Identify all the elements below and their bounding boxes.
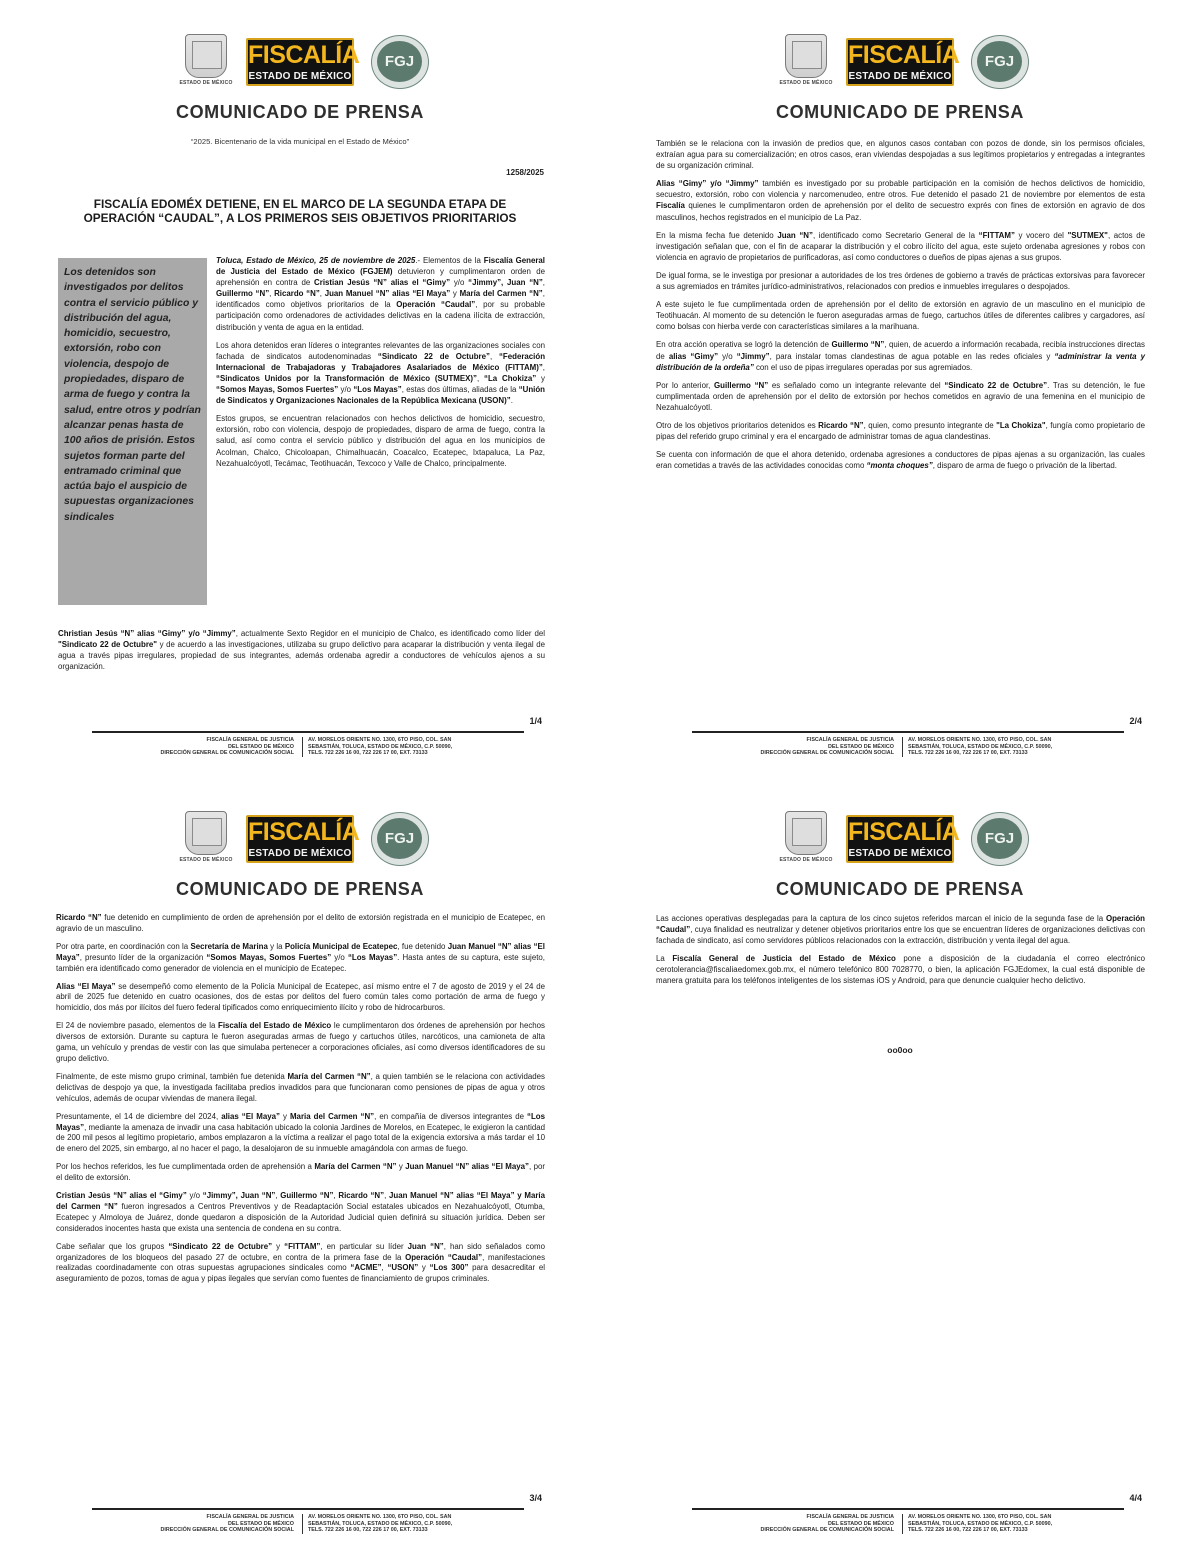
text-run: , — [542, 278, 545, 288]
fgj-logo-text: FGJ — [977, 41, 1022, 82]
paragraph — [656, 230, 1145, 263]
text-run: para desacreditar el aseguramiento de pozos, tomas de agua y pipas ilegales que servían como fuentes de financiamiento de grupos criminales. — [56, 1263, 545, 1284]
comunicado-title: COMUNICADO DE PRENSA — [775, 102, 1024, 122]
footer-line: DIRECCIÓN GENERAL DE COMUNICACIÓN SOCIAL — [160, 750, 294, 757]
emphasis-text: Guillermo “N” — [280, 1191, 334, 1201]
footer-line: SEBASTIÁN, TOLUCA, ESTADO DE MÉXICO, C.P. 50090, — [308, 1520, 453, 1527]
emphasis-text: Juan Manuel “N” alias “El Maya” — [405, 1162, 529, 1172]
fiscalia-logo-subtext: ESTADO DE MÉXICO — [848, 71, 952, 82]
paragraph — [56, 1242, 545, 1286]
state-seal-icon — [175, 34, 237, 90]
state-seal-icon — [175, 811, 237, 867]
emphasis-text: Ricardo “N” — [56, 913, 102, 922]
text-run: y — [418, 1263, 430, 1273]
paragraph — [656, 449, 1145, 471]
body-full-width — [58, 628, 545, 679]
emphasis-text: Alias “El Maya” — [56, 981, 116, 991]
emphasis-text: “ACME” — [350, 1263, 382, 1273]
emphasis-text: alias “Gimy” — [668, 351, 719, 361]
page-number: 4/4 — [1129, 1493, 1142, 1503]
summary-box: Los detenidos son investigados por delitos contra el servicio público y distribución del agua, homicidio, secuestro, extorsión, robo con violencia, despojo de propiedades, disparo de arma de fuego y contra la salud, entre otros y podrían alcanzar penas hasta de 100 años de prisión. Estos sujetos forman parte del entramado criminal que actúa bajo el auspicio de supuestas organizaciones sindicales — [58, 258, 207, 605]
text-run: Por lo anterior, — [656, 380, 715, 390]
comunicado-title: COMUNICADO DE PRENSA — [175, 102, 424, 122]
seal-caption: ESTADO DE MÉXICO — [179, 857, 233, 863]
closing-ornament: oo0oo — [887, 1045, 913, 1055]
footer-line: FISCALÍA GENERAL DE JUSTICIA — [206, 1514, 294, 1520]
text-run: , actualmente Sexto Regidor en el municipio de Chalco, es identificado como líder del — [235, 629, 545, 638]
text-run: y de acuerdo a las investigaciones, utilizaba su grupo delictivo para acaparar la distribución y venta ilegal de agua a través pipas irregulares, propiedad de sus integrantes, además ordenaba agredir a conductores de vehículos ajenos a su organización. — [58, 640, 546, 672]
emphasis-text: “La Chokiza” — [484, 373, 537, 383]
emphasis-text: Secretaría de Marina — [190, 941, 268, 951]
footer-line: AV. MORELOS ORIENTE NO. 1300, 6TO PISO, COL. SAN — [308, 1514, 452, 1520]
footer-line: TELS. 722 226 16 00, 722 226 17 00, EXT. 73133 — [908, 750, 1028, 757]
emphasis-text: Alias “Gimy” y/o “Jimmy” — [656, 179, 759, 189]
emphasis-text: "SUTMEX" — [1067, 230, 1108, 240]
fiscalia-logo-subtext: ESTADO DE MÉXICO — [248, 848, 352, 859]
footer-line: FISCALÍA GENERAL DE JUSTICIA — [206, 737, 294, 743]
text-run: pone a disposición de la ciudadanía el correo electrónico cerotolerancia@fiscaliaedomex.gob.mx, el número telefónico 800 7028770, o bien, la aplicación FGJEdomex, la cual está disponible de manera gratuita para los teléfonos inteligentes de los sistemas iOS y Android, para que denuncie cualquier hecho delictivo. — [656, 954, 1145, 986]
emphasis-text: “Los Mayas” — [353, 385, 402, 395]
emphasis-text: “Unión de Sindicatos y Organizaciones Nacionales de la República Mexicana (USON)” — [216, 385, 545, 406]
text-run: Otro de los objetivos prioritarios detenidos es — [656, 420, 819, 430]
text-run: , por su probable participación como ordenadores de actividades delictivas en la cadena ilícita de extracción, distribución y venta de agua en la entidad. — [216, 300, 545, 332]
emphasis-text: Fiscalía — [656, 201, 685, 211]
text-run: y — [536, 373, 546, 383]
header-logos — [175, 811, 435, 867]
footer-line: DIRECCIÓN GENERAL DE COMUNICACIÓN SOCIAL — [160, 1527, 294, 1534]
paragraph — [216, 255, 545, 333]
emphasis-text: Juan Manuel “N” alias “El Maya” — [56, 941, 545, 962]
text-run: le cumplimentaron dos órdenes de aprehensión por hechos diversos de extorsión. Durante su captura le fueron aseguradas armas de fuego y cartuchos útiles, narcóticos, una camioneta de alta gama, un vehículo y prendas de vestir con las que simulaba pertenecer a corporaciones oficiales, así como diversos identificadores de su grupo delictivo. — [56, 1021, 545, 1063]
emphasis-text: “Sindicato 22 de Octubre” — [377, 351, 490, 361]
header-logos — [775, 34, 1035, 90]
coat-of-arms-icon — [185, 34, 227, 78]
emphasis-text: Policía Municipal de Ecatepec — [284, 941, 398, 951]
emphasis-text: “Sindicatos Unidos por la Transformación de México (SUTMEX)” — [216, 373, 477, 383]
text-run: Los ahora detenidos eran líderes o integrantes relevantes de las organizaciones sociales con fachada de sindicatos autodenominadas — [216, 340, 545, 361]
text-run: , — [269, 289, 275, 299]
text-run: y — [272, 1241, 285, 1251]
text-run: , — [542, 362, 545, 372]
text-run: , fue detenido — [397, 941, 448, 951]
footer-institution — [692, 737, 898, 757]
text-run: y — [450, 289, 460, 299]
text-run: Estos grupos, se encuentran relacionados con hechos delictivos de homicidio, secuestro, extorsión, robo con violencia, despojo de propiedades, disparo de arma de fuego, contra la salud, así como contra el servicio público y distribución del agua en los municipios de Acolman, Chalco, Chicoloapan, Chimalhuacán, Coacalco, Ecatepec, Ixtapaluca, La Paz, Nezahualcóyotl, Tecámac, Teotihuacán, Texcoco y Valle de Chalco, principalmente. — [216, 414, 545, 468]
text-run: fueron ingresados a Centros Preventivos y de Readaptación Social estatales ubicados en Nezahualcóyotl, Otumba, Ecatepec y Almoloya de Juárez, donde quedaron a disposición de la Autoridad Judicial quien definirá su situación jurídica. Deben ser considerados inocentes hasta que exista una sentencia de condena en su contra. — [56, 1201, 545, 1233]
footer-rule — [92, 1508, 524, 1510]
emphasis-text: Ricardo “N” — [338, 1191, 385, 1201]
text-run: , quien, como presunto integrante de — [863, 420, 997, 430]
emphasis-text: “Sindicato 22 de Octubre” — [168, 1241, 273, 1251]
emphasis-text: “Los 300” — [429, 1263, 469, 1273]
text-run: Por otra parte, en coordinación con la — [56, 941, 191, 951]
footer-rule — [692, 1508, 1124, 1510]
emphasis-text: María del Carmen “N” — [314, 1162, 397, 1172]
text-run: y — [279, 1111, 290, 1121]
page-2 — [600, 0, 1200, 776]
page-number: 3/4 — [529, 1493, 542, 1503]
text-run: En otra acción operativa se logró la detención de — [656, 340, 832, 350]
emphasis-text: “administrar la venta y distribución de la ordeña” — [656, 351, 1145, 372]
text-run: y/o — [186, 1191, 203, 1201]
emphasis-text: Toluca, Estado de México, 25 de noviembre de 2025 — [216, 256, 416, 265]
fiscalia-logo — [846, 815, 960, 863]
footer-line: SEBASTIÁN, TOLUCA, ESTADO DE MÉXICO, C.P. 50090, — [908, 743, 1053, 750]
state-seal-icon — [775, 811, 837, 867]
footer-line: TELS. 722 226 16 00, 722 226 17 00, EXT. 73133 — [308, 750, 428, 757]
paragraph — [58, 628, 545, 672]
text-run: , han sido señalados como organizadores de los bloqueos del pasado 27 de octubre, en contra de la primera fase de la — [56, 1241, 545, 1262]
text-run: , — [319, 289, 325, 299]
paragraph — [216, 413, 545, 468]
page-1 — [0, 0, 600, 776]
text-run: y/o — [338, 385, 354, 395]
motto: “2025. Bicentenario de la vida municipal en el Estado de México” — [190, 137, 410, 146]
fiscalia-logo-subtext: ESTADO DE MÉXICO — [248, 71, 352, 82]
emphasis-text: “Somos Mayas, Somos Fuertes” — [206, 952, 332, 962]
fgj-logo — [971, 812, 1029, 866]
text-run: , identificados como objetivos prioritarios de la — [216, 289, 545, 310]
body-text — [656, 913, 1145, 994]
emphasis-text: Christian Jesús “N” alias “Gimy” y/o “Jimmy” — [58, 629, 236, 638]
paragraph — [56, 1072, 545, 1105]
fgj-logo-text: FGJ — [977, 818, 1022, 859]
text-run: Presuntamente, el 14 de diciembre del 2024, — [56, 1111, 222, 1121]
emphasis-text: "La Chokiza" — [996, 420, 1046, 430]
emphasis-text: “monta choques” — [866, 461, 933, 471]
emphasis-text: Guillermo “N” — [714, 380, 769, 390]
text-run: , manifestaciones realizadas coordinadamente con otras supuestas agrupaciones sindicales como — [56, 1252, 546, 1273]
emphasis-text: “Sindicato 22 de Octubre” — [944, 380, 1048, 390]
emphasis-text: Fiscalía General de Justicia del Estado de México — [672, 954, 896, 964]
page-3 — [0, 777, 600, 1553]
text-run: , — [476, 373, 485, 383]
fgj-logo — [371, 812, 429, 866]
state-seal-icon — [775, 34, 837, 90]
emphasis-text: Cristian Jesús “N” alias el “Gimy” — [314, 278, 451, 288]
seal-caption: ESTADO DE MÉXICO — [779, 857, 833, 863]
paragraph — [656, 299, 1145, 332]
emphasis-text: “Federación Internacional de Trabajadoras y Trabajadores Asalariados de México (FITTAM)” — [216, 351, 546, 372]
emphasis-text: Operación “Caudal” — [405, 1252, 483, 1262]
text-run: También se le relaciona con la invasión de predios que, en algunos casos contaban con pozos de donde, sin los permisos oficiales, extraían agua para su comercialización; en otros casos, eran viviendas despojadas a sus legítimos propietarios y entregadas a integrantes de su organización criminal. — [656, 139, 1145, 171]
text-run: , mediante la amenaza de invadir una casa habitación ubicado la colonia Jardines de Morelos, en Ecatepec, le exigieron la cantidad de 200 mil pesos al legítimo propietario, ambos emplazaron a la víctima a realizar el pago total de la exigencia extorsiva a más tardar el 10 de enero del 2025, sin embargo, al no hacer el pago, la desalojaron de su inmueble amagándola con armas de fuego. — [56, 1122, 545, 1154]
fiscalia-logo-text: FISCALÍA — [248, 41, 360, 69]
text-run: , identificado como Secretario General de la — [812, 230, 979, 240]
paragraph — [56, 982, 545, 1015]
paragraph — [656, 913, 1145, 946]
header-logos — [775, 811, 1035, 867]
emphasis-text: Juan “N” — [407, 1241, 444, 1251]
footer-line: TELS. 722 226 16 00, 722 226 17 00, EXT. 73133 — [308, 1527, 428, 1534]
footer-address — [302, 1514, 532, 1534]
text-run: , en particular su líder — [320, 1241, 408, 1251]
footer-line: TELS. 722 226 16 00, 722 226 17 00, EXT. 73133 — [908, 1527, 1028, 1534]
text-run: quienes le cumplimentaron orden de aprehensión por el delito de secuestro exprés con fines de extorsión en agravio de dos masculinos, hechos registrados en el municipio de La Paz. — [656, 201, 1145, 222]
footer-rule — [92, 731, 524, 733]
emphasis-text: “Los Mayas” — [56, 1111, 546, 1132]
text-run: El 24 de noviembre pasado, elementos de la — [56, 1021, 219, 1031]
emphasis-text: Ricardo “N” — [818, 420, 864, 430]
text-run: y/o — [718, 351, 737, 361]
paragraph — [656, 138, 1145, 171]
text-run: La — [656, 954, 673, 964]
paragraph — [656, 953, 1145, 986]
footer-line: SEBASTIÁN, TOLUCA, ESTADO DE MÉXICO, C.P. 50090, — [308, 743, 453, 750]
emphasis-text: “Jimmy”, Juan “N” — [202, 1191, 276, 1201]
text-run: Las acciones operativas desplegadas para la captura de los cinco sujetos referidos marcan el inicio de la segunda fase de la — [656, 914, 1106, 923]
text-run: y vocero del — [1014, 230, 1068, 240]
emphasis-text: “Somos Mayas, Somos Fuertes” — [216, 385, 339, 395]
page-number: 1/4 — [529, 716, 542, 726]
fiscalia-logo-text: FISCALÍA — [848, 818, 960, 846]
footer-line: DEL ESTADO DE MÉXICO — [828, 1520, 894, 1527]
footer-line: AV. MORELOS ORIENTE NO. 1300, 6TO PISO, COL. SAN — [308, 737, 452, 743]
footer-line: SEBASTIÁN, TOLUCA, ESTADO DE MÉXICO, C.P. 50090, — [908, 1520, 1053, 1527]
text-run: , para instalar tomas clandestinas de agua potable en las redes oficiales y — [769, 351, 1055, 361]
fiscalia-logo — [246, 815, 360, 863]
emphasis-text: “Jimmy” — [736, 351, 770, 361]
emphasis-text: alias “El Maya” — [221, 1111, 280, 1121]
footer-line: DIRECCIÓN GENERAL DE COMUNICACIÓN SOCIAL — [760, 1527, 894, 1534]
folio-number: 1258/2025 — [506, 168, 544, 177]
body-text — [56, 913, 545, 1292]
footer-institution — [92, 1514, 298, 1534]
text-run: , presunto líder de la organización — [79, 952, 207, 962]
emphasis-text: Maria del Carmen “N” — [289, 1111, 375, 1121]
seal-caption: ESTADO DE MÉXICO — [179, 80, 233, 86]
fiscalia-logo-text: FISCALÍA — [848, 41, 960, 69]
emphasis-text: "Sindicato 22 de Octubre" — [58, 640, 158, 650]
emphasis-text: María del Carmen “N” — [459, 289, 543, 299]
emphasis-text: Guillermo “N” — [831, 340, 885, 350]
comunicado-title: COMUNICADO DE PRENSA — [175, 879, 424, 899]
text-run: Cabe señalar que los grupos — [56, 1241, 169, 1251]
emphasis-text: Guillermo “N” — [216, 289, 270, 299]
emphasis-text: Fiscalía General de Justicia del Estado de México (FGJEM) — [216, 256, 545, 277]
paragraph — [56, 942, 545, 975]
page-number: 2/4 — [1129, 716, 1142, 726]
footer-line: FISCALÍA GENERAL DE JUSTICIA — [806, 737, 894, 743]
paragraph — [656, 270, 1145, 292]
emphasis-text: Juan Manuel “N” alias “El Maya” — [324, 289, 451, 299]
footer-address — [902, 737, 1132, 757]
text-run: , — [275, 1191, 281, 1201]
coat-of-arms-icon — [185, 811, 227, 855]
footer-line: DEL ESTADO DE MÉXICO — [228, 1520, 294, 1527]
footer-institution — [92, 737, 298, 757]
text-run: , disparo de arma de fuego o privación de la libertad. — [932, 461, 1117, 471]
emphasis-text: Ricardo “N” — [274, 289, 320, 299]
fiscalia-logo — [246, 38, 360, 86]
text-run: . Tras su detención, le fue cumplimentada orden de aprehensión por el delito de extorsión por hechos cometidos en agravio de una femenina en el municipio de Nezahualcóyotl. — [656, 380, 1145, 412]
coat-of-arms-icon — [785, 34, 827, 78]
text-run: fue detenido en cumplimiento de orden de aprehensión por el delito de extorsión registrada en el municipio de Ecatepec, en agravio de un masculino. — [56, 913, 545, 933]
emphasis-text: “Jimmy”, Juan “N” — [468, 278, 543, 288]
coat-of-arms-icon — [785, 811, 827, 855]
text-run: En la misma fecha fue detenido — [656, 230, 778, 240]
paragraph — [656, 339, 1145, 372]
paragraph — [656, 420, 1145, 442]
fiscalia-logo-subtext: ESTADO DE MÉXICO — [848, 848, 952, 859]
text-run: , — [333, 1191, 339, 1201]
emphasis-text: Juan “N” — [777, 230, 813, 240]
seal-caption: ESTADO DE MÉXICO — [779, 80, 833, 86]
paragraph — [216, 340, 545, 407]
footer-address — [302, 737, 532, 757]
emphasis-text: Cristian Jesús “N” alias el “Gimy” — [56, 1191, 187, 1201]
text-run: A este sujeto le fue cumplimentada orden de aprehensión por el delito de extorsión en agravio de un masculino en el municipio de Teotihuacán. Al momento de su detención le fueron aseguradas armas de fuego, cartuchos útiles de diferentes calibres y cargadores, así como bolsas con hierba verde con características similares a la marihuana. — [656, 300, 1145, 332]
paragraph — [656, 178, 1145, 222]
text-run: , estas dos últimas, aliadas de la — [401, 385, 519, 395]
text-run: , quien, de acuerdo a información recabada, recibía instrucciones directas de — [656, 340, 1145, 361]
text-run: y/o — [331, 952, 348, 962]
text-run: Por los hechos referidos, les fue cumplimentada orden de aprehensión a — [56, 1162, 315, 1172]
body-text — [656, 138, 1145, 478]
text-run: , actos de investigación señalan que, con el fin de acaparar la distribución y el cobro ilícito del agua, este sujeto ordenaba agresiones y robos con violencia en agravio de propietarios de purificadoras, así como conductores o dueños de pipas ajenas a sus grupos. — [656, 230, 1146, 262]
fgj-logo — [971, 35, 1029, 89]
text-run: y — [396, 1162, 406, 1172]
emphasis-text: “Los Mayas” — [347, 952, 398, 962]
press-release-title: FISCALÍA EDOMÉX DETIENE, EN EL MARCO DE LA SEGUNDA ETAPA DE OPERACIÓN “CAUDAL”, A LOS PRIMEROS SEIS OBJETIVOS PRIORITARIOS — [83, 197, 517, 226]
text-run: , fungía como propietario de pipas del referido grupo criminal y era el encargado de administrar tomas de agua clandestinas. — [656, 420, 1145, 442]
text-run: , a quien también se le relaciona con actividades delictivas de despojo ya que, la investigada facilitaba predios invadidos para que funcionaran como pensiones de pipas de agua y otros vehículos, además de ocupar viviendas de manera ilegal. — [56, 1071, 545, 1103]
paragraph — [656, 380, 1145, 413]
fgj-logo-text: FGJ — [377, 818, 422, 859]
text-run: . Hasta antes de su captura, este sujeto, también era identificado como generador de violencia en el municipio de Ecatepec. — [56, 952, 545, 973]
footer-line: DIRECCIÓN GENERAL DE COMUNICACIÓN SOCIAL — [760, 750, 894, 757]
text-run: es señalado como un integrante relevante del — [768, 380, 945, 390]
text-run: , — [489, 351, 499, 361]
body-column-right — [216, 255, 545, 476]
text-run: detuvieron y cumplimentaron orden de aprehensión en contra de — [216, 267, 545, 288]
emphasis-text: Operación “Caudal” — [656, 914, 1145, 935]
emphasis-text: Fiscalía del Estado de México — [218, 1021, 332, 1031]
comunicado-title: COMUNICADO DE PRENSA — [775, 879, 1024, 899]
text-run: De igual forma, se le investiga por presionar a autoridades de los tres órdenes de gobierno a través de prácticas extorsivas para favorecer a sus agremiados en trámites jurídico-administrativos, relacionados con predios e inmuebles irregulares o despojados. — [656, 270, 1145, 292]
footer-institution — [692, 1514, 898, 1534]
fgj-logo — [371, 35, 429, 89]
paragraph — [56, 913, 545, 935]
paragraph — [56, 1191, 545, 1235]
emphasis-text: María del Carmen “N” — [287, 1071, 371, 1081]
text-run: , por el delito de extorsión. — [56, 1162, 545, 1183]
text-run: y/o — [450, 278, 469, 288]
emphasis-text: Operación “Caudal” — [396, 300, 476, 310]
text-run: Se cuenta con información de que el ahora detenido, ordenaba agresiones a conductores de pipas ajenas a su organización, las cuales eran cometidas a través de las actividades conocidas como — [656, 450, 1145, 471]
text-run: se desempeñó como elemento de la Policía Municipal de Ecatepec, así mismo entre el 7 de agosto de 2019 y el 24 de abril de 2025 fue detenido en cuatro ocasiones, dos de estas por delitos del fuero común tales como portación de arma de fuego y homicidio, dos más por ilícitos del fuero federal tipificados como enriquecimiento ilícito y robo de hidrocarburos. — [56, 981, 545, 1013]
footer-line: DEL ESTADO DE MÉXICO — [828, 743, 894, 750]
footer-line: DEL ESTADO DE MÉXICO — [228, 743, 294, 750]
text-run: y la — [267, 941, 285, 951]
emphasis-text: Juan Manuel “N” alias “El Maya” y María del Carmen “N” — [56, 1191, 545, 1211]
paragraph — [56, 1112, 545, 1156]
paragraph — [56, 1162, 545, 1184]
text-run: , cuya finalidad es neutralizar y detener objetivos prioritarios entre los que se encuentran líderes de organizaciones delictivas con fachada de sindicato, así como servidores públicos relacionados con la extracción, distribución y venta ilegal del agua. — [656, 925, 1145, 946]
page-4 — [600, 777, 1200, 1553]
fiscalia-logo-text: FISCALÍA — [248, 818, 360, 846]
text-run: , en compañía de diversos integrantes de — [374, 1111, 528, 1121]
footer-line: FISCALÍA GENERAL DE JUSTICIA — [806, 1514, 894, 1520]
text-run: Finalmente, de este mismo grupo criminal, también fue detenida — [56, 1071, 288, 1081]
fgj-logo-text: FGJ — [377, 41, 422, 82]
emphasis-text: “USON” — [387, 1263, 419, 1273]
fiscalia-logo — [846, 38, 960, 86]
header-logos — [175, 34, 435, 90]
emphasis-text: “FITTAM” — [978, 230, 1015, 240]
text-run: también es investigado por su probable participación en la comisión de hechos delictivos de homicidio, secuestro, extorsión, robo con violencia y narcomenudeo, entre otros. Fue detenido el pasado 21 de noviembre por elementos de esta — [656, 179, 1145, 200]
text-run: con el uso de pipas irregulares operadas por sus agremiados. — [753, 362, 973, 372]
footer-address — [902, 1514, 1132, 1534]
footer-rule — [692, 731, 1124, 733]
text-run: , — [381, 1263, 388, 1273]
text-run: , — [384, 1191, 390, 1201]
text-run: .- Elementos de la — [415, 256, 484, 265]
paragraph — [56, 1021, 545, 1065]
text-run: . — [510, 396, 513, 406]
footer-line: AV. MORELOS ORIENTE NO. 1300, 6TO PISO, COL. SAN — [908, 1514, 1052, 1520]
emphasis-text: “FITTAM” — [284, 1241, 321, 1251]
footer-line: AV. MORELOS ORIENTE NO. 1300, 6TO PISO, COL. SAN — [908, 737, 1052, 743]
